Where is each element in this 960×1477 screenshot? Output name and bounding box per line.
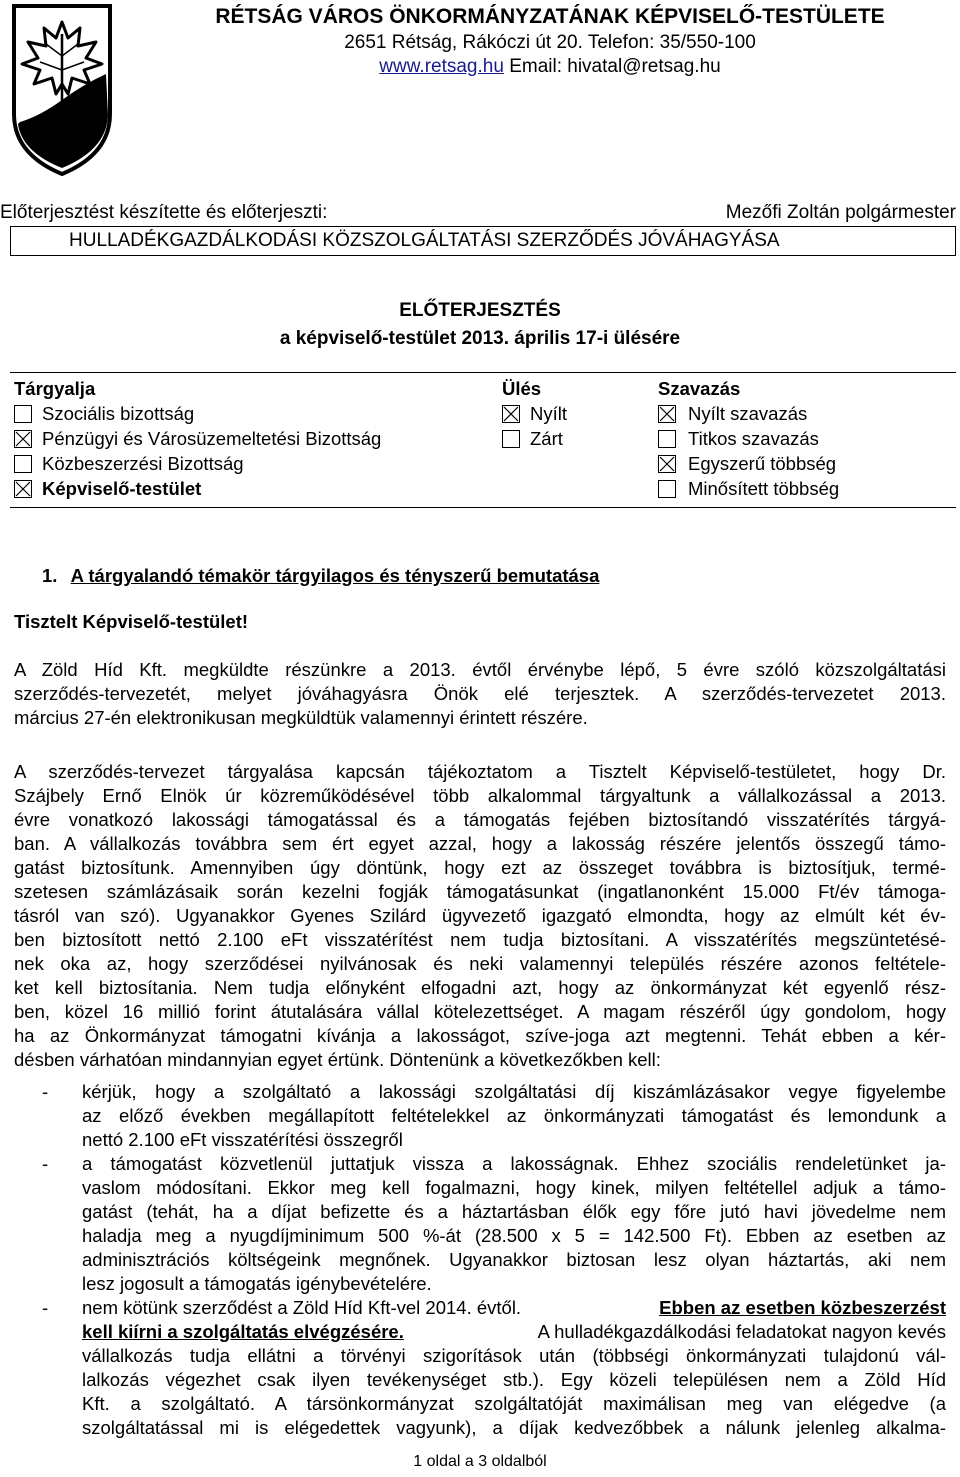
section-title: A tárgyalandó témakör tárgyilagos és tényszerű bemutatása — [70, 565, 600, 586]
label-social-committee: Szociális bizottság — [42, 403, 195, 424]
bullet-line: nettó 2.100 eFt visszatérítési összegről — [82, 1129, 403, 1150]
label-open-vote: Nyílt szavazás — [688, 403, 808, 424]
paragraph-line: évre vonatkozó lakossági támogatással és a támogatás fejében biztosítandó visszatérítés tárgyá- — [14, 809, 946, 830]
paragraph-line: szerződés-tervezetét, melyet jóváhagyásra Önök elé terjesztek. A szerződés-tervezetet 2013. — [14, 683, 946, 704]
bullet-line: lalkozás végezhet csak ilyen tevékenységet stb.). Egy közeli településen nem a Zöld Híd — [82, 1369, 946, 1390]
decision-table — [0, 0, 960, 520]
checked-mark-icon — [15, 481, 31, 497]
bullet-text: A hulladékgazdálkodási feladatokat nagyon kevés — [537, 1321, 946, 1342]
paragraph-line: tásról van szó). Ugyanakkor Gyenes Szilárd ügyvezető igazgató elmondta, hogy az elmúlt két év- — [14, 905, 946, 926]
page-footer: 1 oldal a 3 oldalból — [413, 1453, 547, 1470]
bullet-line: lesz jogosult a támogatás igénybevételére. — [82, 1273, 432, 1294]
checkbox-closed-session[interactable] — [502, 430, 520, 448]
checkbox-open-vote[interactable] — [658, 405, 676, 423]
bullet-emphasis: Ebben az esetben közbeszerzést — [659, 1297, 946, 1318]
prepared-by-label: Előterjesztést készítette és előterjeszti: — [0, 202, 328, 223]
bullet-dash: - — [42, 1153, 49, 1174]
bullet-dash: - — [42, 1297, 49, 1318]
presenter-name: Mezőfi Zoltán polgármester — [725, 202, 956, 223]
email-text: Email: hivatal@retsag.hu — [509, 56, 721, 77]
checked-mark-icon — [15, 431, 31, 447]
bullet-emphasis: kell kiírni a szolgáltatás elvégzésére. — [82, 1321, 404, 1342]
paragraph-line: nek oka az, hogy szerződései nyilvánosak és neki valamennyi település részére azonos feltétele- — [14, 953, 946, 974]
bullet-line: vaslom módosítani. Ekkor meg kell fogalmazni, hogy kinek, milyen feltétellel adjuk a támo- — [82, 1177, 946, 1198]
bullet-line: szolgáltatással mi is elégedettek vagyunk), a díjak kedvezőbbek a nálunk jelenleg alkalma- — [82, 1417, 946, 1438]
org-address: 2651 Rétság, Rákóczi út 20. Telefon: 35/550-100 — [344, 32, 756, 53]
label-procurement-committee: Közbeszerzési Bizottság — [42, 453, 244, 474]
label-secret-vote: Titkos szavazás — [688, 428, 819, 449]
paragraph-line: gatást biztosítunk. Amennyiben úgy döntünk, hogy ezt az összeget továbbra is biztosítjuk, termé- — [14, 857, 946, 878]
website-link[interactable]: www.retsag.hu — [379, 56, 504, 77]
label-open-session: Nyílt — [530, 403, 567, 424]
table-bottom-rule — [10, 507, 956, 508]
checkbox-simple-majority[interactable] — [658, 455, 676, 473]
checkbox-council[interactable] — [14, 480, 32, 498]
checked-mark-icon — [659, 456, 675, 472]
checked-mark-icon — [503, 406, 519, 422]
bullet-line: az előző években megállapított feltételekkel az önkormányzati támogatást és lemondunk a — [82, 1105, 946, 1126]
col-header-discussed-by: Tárgyalja — [14, 378, 96, 399]
label-qualified-majority: Minősített többség — [688, 478, 840, 499]
paragraph-line: A Zöld Híd Kft. megküldte részünkre a 2013. évtől érvénybe lépő, 5 évre szóló közszolgáltatási — [14, 659, 946, 680]
paragraph-line: ket kell biztosítania. Nem tudja előnyként elfogadni azt, hogy az önkormányzat két egyenlő rész- — [14, 977, 946, 998]
section-heading — [42, 565, 599, 587]
checkbox-social-committee[interactable] — [14, 405, 32, 423]
salutation: Tisztelt Képviselő-testület! — [14, 611, 249, 632]
doc-type-heading: ELŐTERJESZTÉS — [399, 300, 561, 321]
paragraph-line: désben várhatóan mindannyian egyet értünk. Döntenünk a következőkben kell: — [14, 1049, 661, 1070]
col-header-session: Ülés — [502, 378, 542, 399]
bullet-line: vállalkozás tudja ellátni a törvényi szigorítások után (többségi önkormányzati tulajdonú vál- — [82, 1345, 946, 1366]
paragraph-line: ha az Önkormányzat támogatni kívánja a lakosságot, szíve-joga azt megtenni. Tehát ebben a kér- — [14, 1025, 946, 1046]
paragraph-line: március 27-én elektronikusan megküldtük valamennyi érintett részére. — [14, 707, 588, 728]
label-council: Képviselő-testület — [42, 478, 202, 499]
bullet-line: adminisztrációs költségeink megnőnek. Ugyanakkor biztosan lesz olyan háztartás, aki nem — [82, 1249, 946, 1270]
checkbox-procurement-committee[interactable] — [14, 455, 32, 473]
checkbox-open-session[interactable] — [502, 405, 520, 423]
bullet-line: kérjük, hogy a szolgáltató a lakossági szolgáltatási díj kiszámlázásakor vegye figyelembe — [82, 1081, 946, 1102]
checkbox-qualified-majority[interactable] — [658, 480, 676, 498]
bullet-line: Kft. a szolgáltató. A társönkormányzat szolgáltatóját maximálisan meg van elégedve (a — [82, 1393, 946, 1414]
checkbox-secret-vote[interactable] — [658, 430, 676, 448]
org-name: RÉTSÁG VÁROS ÖNKORMÁNYZATÁNAK KÉPVISELŐ-TESTÜLETE — [215, 5, 885, 28]
col-header-voting: Szavazás — [658, 378, 741, 399]
label-finance-committee: Pénzügyi és Városüzemeltetési Bizottság — [42, 428, 382, 449]
paragraph-line: Szájbely Ernő Elnök úr közreműködésével több alkalommal tárgyaltunk a vállalkozással a 2013. — [14, 785, 946, 806]
bullet-dash: - — [42, 1081, 49, 1102]
bullet-line: haladja meg a nyugdíjminimum 500 %-át (28.500 x 5 = 142.500 Ft). Ebben az esetben az — [82, 1225, 946, 1246]
paragraph-line: szetesen számlázásaik során kezelni fogják támogatásunkat (ingatlanonként 15.000 Ft/év támoga- — [14, 881, 946, 902]
paragraph-line: ben biztosított nettó 2.100 eFt visszatérítést nem tudja biztosítani. A visszatérítés megszüntetésé- — [14, 929, 946, 950]
bullet-text: nem kötünk szerződést a Zöld Híd Kft-vel 2014. évtől. — [82, 1297, 522, 1318]
bullet-line — [82, 1320, 946, 1344]
checked-mark-icon — [659, 406, 675, 422]
label-closed-session: Zárt — [530, 428, 563, 449]
bullet-line: gatást (tehát, ha a díjat befizette és a háztartásban élők egy főre jutó havi jövedelme nem — [82, 1201, 946, 1222]
checkbox-finance-committee[interactable] — [14, 430, 32, 448]
session-line: a képviselő-testület 2013. április 17-i ülésére — [279, 328, 681, 349]
subject-title: HULLADÉKGAZDÁLKODÁSI KÖZSZOLGÁLTATÁSI SZERZŐDÉS JÓVÁHAGYÁSA — [10, 226, 956, 256]
bullet-line: a támogatást közvetlenül juttatjuk vissza a lakosságnak. Ehhez szociális rendeletünket ja- — [82, 1153, 946, 1174]
bullet-line — [82, 1296, 946, 1320]
section-number: 1. — [42, 565, 58, 586]
paragraph-line: ban. A vállalkozás továbbra sem ért egyet azzal, hogy a lakosság részére jelentős összegű támo- — [14, 833, 946, 854]
label-simple-majority: Egyszerű többség — [688, 453, 837, 474]
paragraph-line: ben, közel 16 millió forint átutalására vállal kötelezettséget. A magam részéről úgy gondolom, hogy — [14, 1001, 946, 1022]
paragraph-line: A szerződés-tervezet tárgyalása kapcsán tájékoztatom a Tisztelt Képviselő-testületet, hogy Dr. — [14, 761, 946, 782]
